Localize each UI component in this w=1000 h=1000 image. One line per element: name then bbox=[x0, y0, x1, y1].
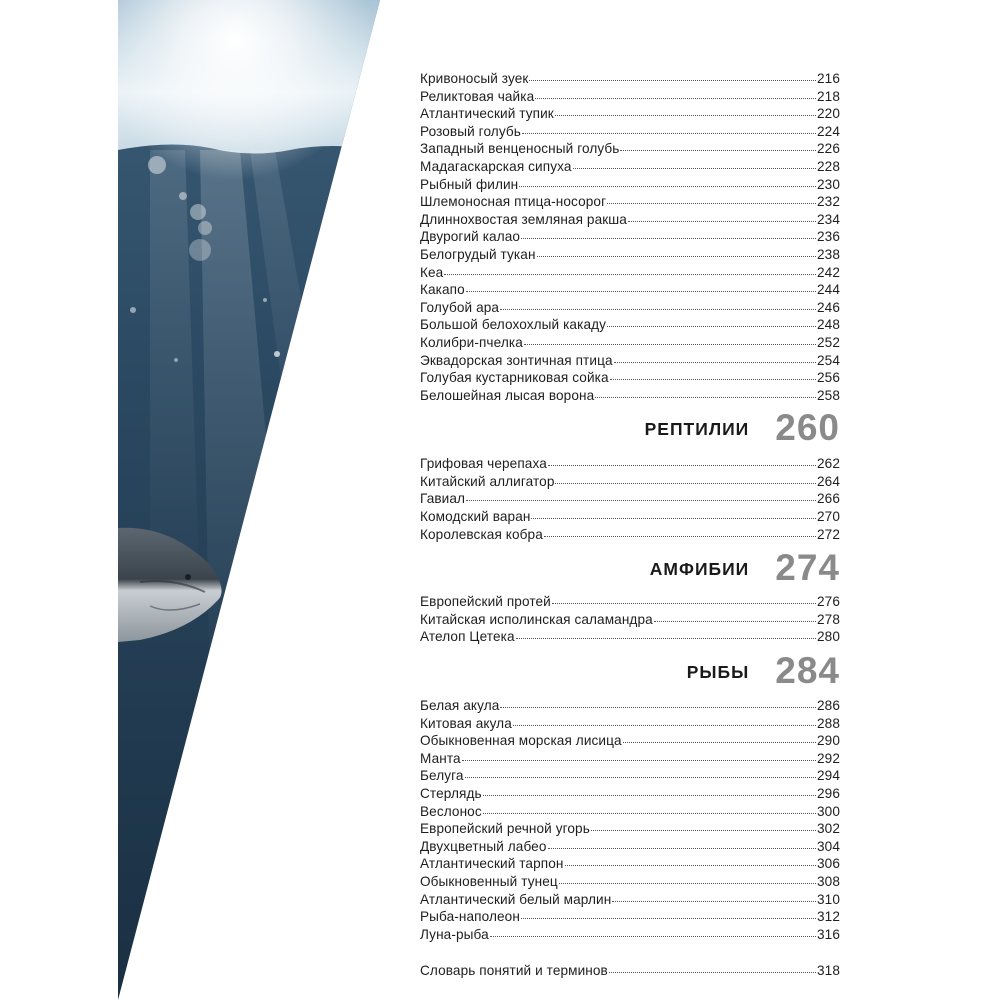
dot-leader bbox=[516, 626, 816, 639]
toc-entry-title: Веслонос bbox=[420, 803, 482, 819]
toc-entry-title: Большой белохохлый какаду bbox=[420, 317, 607, 333]
dot-leader bbox=[500, 297, 816, 310]
toc-entry-page: 226 bbox=[817, 141, 840, 157]
dot-leader bbox=[654, 609, 816, 622]
toc-entry-page: 228 bbox=[817, 158, 840, 174]
section-page-number: 260 bbox=[775, 407, 840, 449]
dot-leader bbox=[591, 818, 816, 831]
toc-entry-page: 248 bbox=[817, 317, 840, 333]
toc-entry-page: 316 bbox=[817, 926, 840, 942]
toc-entry-title: Китайская исполинская саламандра bbox=[420, 611, 653, 627]
birds-section-list bbox=[420, 70, 840, 404]
toc-entry-title: Рыба-наполеон bbox=[420, 909, 520, 925]
dot-leader bbox=[490, 924, 816, 937]
section-heading-amphibians bbox=[420, 547, 840, 589]
toc-entry-page: 276 bbox=[817, 594, 840, 610]
toc-entry-page: 216 bbox=[817, 71, 840, 86]
toc-entry-page: 278 bbox=[817, 611, 840, 627]
toc-entry-page: 312 bbox=[817, 909, 840, 925]
toc-entry-title: Белошейная лысая ворона bbox=[420, 387, 595, 403]
toc-entry-page: 270 bbox=[817, 509, 840, 525]
toc-entry-title: Луна-рыба bbox=[420, 926, 489, 942]
dot-leader bbox=[483, 783, 816, 796]
toc-entry-page: 252 bbox=[817, 334, 840, 350]
table-of-contents bbox=[420, 70, 840, 980]
dot-leader bbox=[465, 765, 816, 778]
dot-leader bbox=[559, 871, 816, 884]
toc-entry bbox=[420, 526, 840, 544]
toc-entry-title: Гавиал bbox=[420, 491, 466, 507]
toc-entry-title: Какапо bbox=[420, 282, 465, 298]
toc-entry-title: Китайский аллигатор bbox=[420, 473, 555, 489]
toc-entry-page: 306 bbox=[817, 856, 840, 872]
toc-entry-page: 244 bbox=[817, 282, 840, 298]
toc-entry-title: Европейский речной угорь bbox=[420, 821, 590, 837]
toc-entry-page: 224 bbox=[817, 123, 840, 139]
toc-entry-page: 242 bbox=[817, 264, 840, 280]
dot-leader bbox=[513, 713, 816, 726]
toc-entry-page: 292 bbox=[817, 750, 840, 766]
section-heading-fish bbox=[420, 650, 840, 692]
fish-section-list bbox=[420, 697, 840, 943]
dot-leader bbox=[548, 836, 817, 849]
dot-leader bbox=[537, 244, 816, 257]
toc-entry-page: 264 bbox=[817, 473, 840, 489]
toc-entry-page: 254 bbox=[817, 352, 840, 368]
toc-entry-title: Китовая акула bbox=[420, 715, 512, 731]
toc-entry bbox=[420, 387, 840, 405]
dot-leader bbox=[544, 524, 816, 537]
toc-entry-page: 318 bbox=[817, 963, 840, 979]
toc-entry-page: 262 bbox=[817, 456, 840, 472]
dot-leader bbox=[529, 68, 816, 81]
toc-entry-title: Двурогий калао bbox=[420, 229, 521, 245]
dot-leader bbox=[444, 262, 816, 275]
dot-leader bbox=[535, 86, 816, 99]
toc-entry-title: Западный венценосный голубь bbox=[420, 141, 620, 157]
dot-leader bbox=[573, 156, 817, 169]
dot-leader bbox=[521, 226, 816, 239]
toc-entry-title: Шлемоносная птица-носорог bbox=[420, 194, 607, 210]
toc-entry-title: Обыкновенный тунец bbox=[420, 873, 558, 889]
dot-leader bbox=[609, 960, 816, 973]
dot-leader bbox=[466, 279, 816, 292]
toc-entry-title: Королевская кобра bbox=[420, 526, 543, 542]
toc-entry-page: 266 bbox=[817, 491, 840, 507]
toc-entry-title: Манта bbox=[420, 750, 461, 766]
toc-entry-page: 300 bbox=[817, 803, 840, 819]
section-page-number: 284 bbox=[775, 650, 840, 692]
dot-leader bbox=[483, 801, 816, 814]
toc-entry-title: Колибри-пчелка bbox=[420, 334, 523, 350]
toc-entry-page: 232 bbox=[817, 194, 840, 210]
toc-entry-page: 304 bbox=[817, 838, 840, 854]
toc-entry-page: 290 bbox=[817, 733, 840, 749]
toc-entry-page: 280 bbox=[817, 629, 840, 645]
toc-entry-page: 310 bbox=[817, 891, 840, 907]
toc-entry-title: Двухцветный лабео bbox=[420, 838, 547, 854]
toc-entry bbox=[420, 962, 840, 980]
toc-entry-page: 308 bbox=[817, 873, 840, 889]
toc-entry-title: Реликтовая чайка bbox=[420, 88, 535, 104]
dot-leader bbox=[548, 453, 816, 466]
toc-entry-title: Европейский протей bbox=[420, 594, 551, 610]
dot-leader bbox=[531, 506, 816, 519]
toc-entry-title: Мадагаскарская сипуха bbox=[420, 158, 572, 174]
toc-entry-page: 296 bbox=[817, 786, 840, 801]
dot-leader bbox=[462, 748, 816, 761]
dot-leader bbox=[620, 138, 816, 151]
toc-entry-title: Обыкновенная морская лисица bbox=[420, 733, 622, 749]
dot-leader bbox=[610, 367, 816, 380]
dot-leader bbox=[614, 350, 816, 363]
toc-entry-page: 234 bbox=[817, 211, 840, 227]
toc-entry-page: 246 bbox=[817, 299, 840, 315]
dot-leader bbox=[519, 174, 816, 187]
toc-entry-page: 302 bbox=[817, 821, 840, 837]
toc-entry-page: 286 bbox=[817, 698, 840, 714]
toc-entry-title: Рыбный филин bbox=[420, 176, 519, 192]
toc-entry-page: 230 bbox=[817, 176, 840, 192]
toc-entry-title: Стерлядь bbox=[420, 786, 482, 801]
toc-entry-title: Комодский варан bbox=[420, 509, 531, 525]
toc-entry-title: Белуга bbox=[420, 768, 464, 784]
toc-entry-title: Белогрудый тукан bbox=[420, 246, 536, 262]
section-title: РЕПТИЛИИ bbox=[644, 419, 750, 440]
toc-entry-page: 272 bbox=[817, 526, 840, 542]
section-heading-reptiles bbox=[420, 407, 840, 449]
dot-leader bbox=[552, 591, 816, 604]
dot-leader bbox=[607, 191, 816, 204]
toc-entry bbox=[420, 926, 840, 944]
toc-entry bbox=[420, 628, 840, 646]
section-title: РЫБЫ bbox=[686, 662, 750, 683]
glossary-entry bbox=[420, 962, 840, 980]
toc-entry-page: 294 bbox=[817, 768, 840, 784]
toc-entry-title: Белая акула bbox=[420, 698, 500, 714]
toc-entry-page: 258 bbox=[817, 387, 840, 403]
dot-leader bbox=[595, 385, 816, 398]
dot-leader bbox=[466, 488, 816, 501]
dot-leader bbox=[623, 730, 816, 743]
reptiles-section-list bbox=[420, 455, 840, 543]
toc-entry-page: 288 bbox=[817, 715, 840, 731]
toc-entry-page: 220 bbox=[817, 106, 840, 122]
toc-entry-title: Грифовая черепаха bbox=[420, 456, 547, 472]
toc-entry-title: Эквадорская зонтичная птица bbox=[420, 352, 613, 368]
dot-leader bbox=[628, 209, 816, 222]
dot-leader bbox=[521, 906, 816, 919]
toc-entry-title: Голубая кустарниковая сойка bbox=[420, 370, 609, 386]
dot-leader bbox=[524, 332, 816, 345]
dot-leader bbox=[565, 853, 817, 866]
section-title: АМФИБИИ bbox=[649, 559, 750, 580]
toc-entry-title: Кривоносый зуек bbox=[420, 71, 529, 86]
amphibians-section-list bbox=[420, 593, 840, 646]
toc-entry-page: 236 bbox=[817, 229, 840, 245]
toc-entry-page: 218 bbox=[817, 88, 840, 104]
toc-entry-title: Голубой ара bbox=[420, 299, 500, 315]
toc-entry-title: Ателоп Цетека bbox=[420, 629, 515, 645]
dot-leader bbox=[500, 695, 816, 708]
dot-leader bbox=[522, 121, 816, 134]
toc-entry-title: Словарь понятий и терминов bbox=[420, 963, 608, 979]
toc-entry-title: Атлантический белый марлин bbox=[420, 891, 612, 907]
toc-entry-page: 238 bbox=[817, 246, 840, 262]
toc-entry-title: Розовый голубь bbox=[420, 123, 521, 139]
toc-entry-title: Длиннохвостая земляная ракша bbox=[420, 211, 627, 227]
toc-entry-title: Атлантический тупик bbox=[420, 106, 554, 122]
dot-leader bbox=[555, 103, 816, 116]
toc-entry-title: Атлантический тарпон bbox=[420, 856, 564, 872]
dot-leader bbox=[555, 471, 816, 484]
toc-entry-page: 256 bbox=[817, 370, 840, 386]
dot-leader bbox=[612, 889, 816, 902]
section-page-number: 274 bbox=[775, 547, 840, 589]
toc-entry-title: Кеа bbox=[420, 264, 444, 280]
dot-leader bbox=[607, 314, 816, 327]
